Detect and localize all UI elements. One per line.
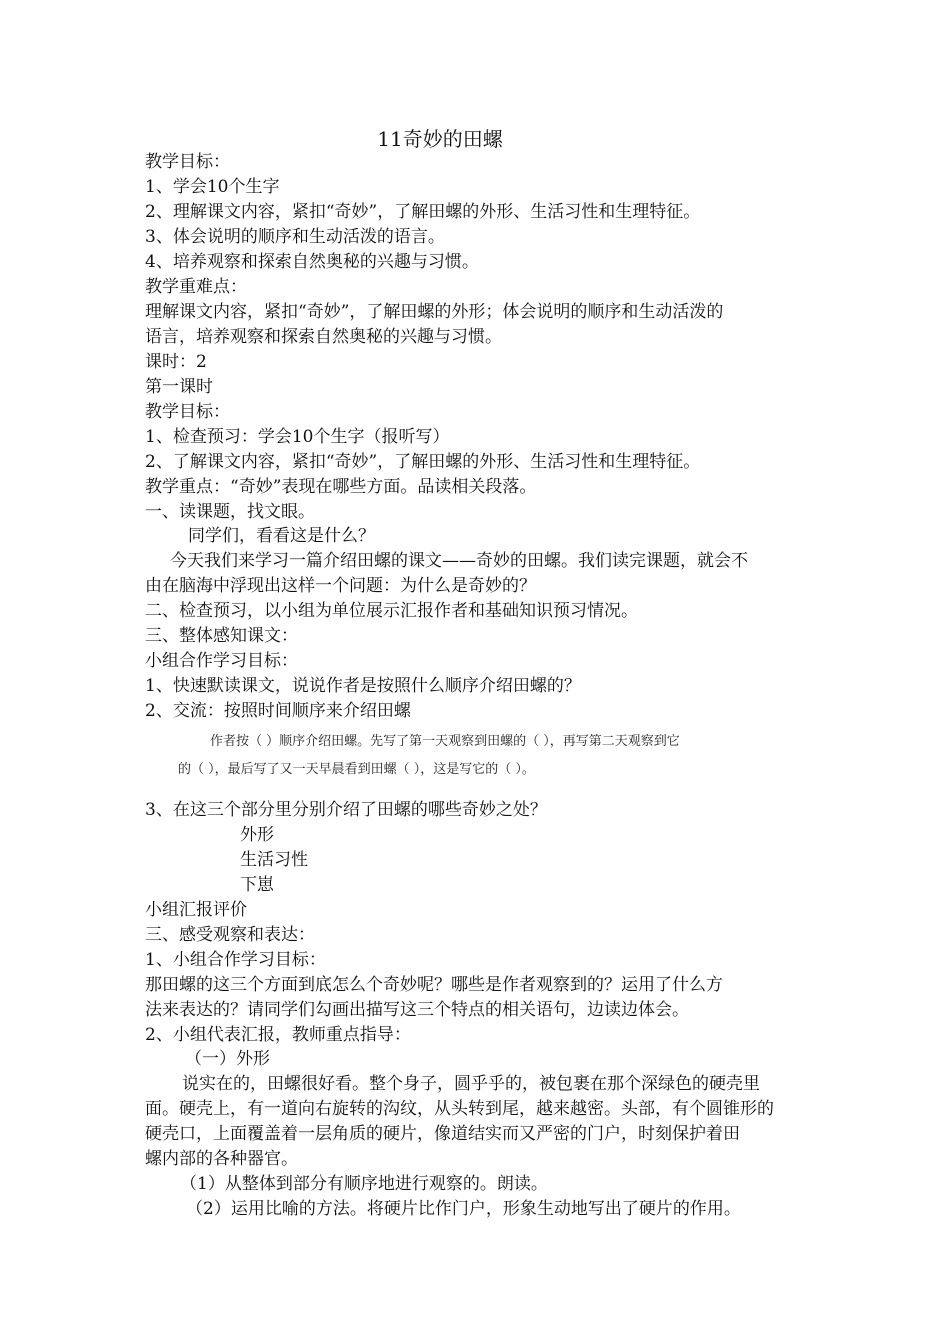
text-line: 说实在的，田螺很好看。整个身子，圆乎乎的，被包裹在那个深绿色的硬壳里 bbox=[182, 1074, 760, 1094]
text-line: 1、小组合作学习目标： bbox=[145, 950, 326, 970]
text-line: 那田螺的这三个方面到底怎么个奇妙呢？哪些是作者观察到的？运用了什么方 bbox=[145, 975, 723, 995]
text-line: 4、培养观察和探索自然奥秘的兴趣与习惯。 bbox=[145, 252, 479, 272]
text-line: 2、小组代表汇报，教师重点指导： bbox=[145, 1025, 411, 1045]
text-line: 3、体会说明的顺序和生动活泼的语言。 bbox=[145, 227, 445, 247]
text-line: 1、学会10个生字 bbox=[145, 177, 280, 197]
text-line: 语言，培养观察和探索自然奥秘的兴趣与习惯。 bbox=[145, 327, 502, 347]
text-line: 外形 bbox=[240, 825, 274, 845]
text-line: 一、读课题，找文眼。 bbox=[145, 502, 315, 522]
text-line: 1、快速默读课文，说说作者是按照什么顺序介绍田螺的？ bbox=[145, 676, 581, 696]
document-title: 11奇妙的田螺 bbox=[377, 127, 503, 151]
text-line: 2、交流：按照时间顺序来介绍田螺 bbox=[145, 701, 411, 721]
text-line: 三、整体感知课文： bbox=[145, 626, 298, 646]
fill-blank-line: 的（ ），最后写了又一天早晨看到田螺（ ），这是写它的（ ）。 bbox=[178, 762, 535, 777]
text-line: 理解课文内容，紧扣“奇妙”，了解田螺的外形；体会说明的顺序和生动活泼的 bbox=[145, 302, 724, 322]
text-line: 今天我们来学习一篇介绍田螺的课文——奇妙的田螺。我们读完课题，就会不 bbox=[170, 551, 748, 571]
text-line: 面。硬壳上，有一道向右旋转的沟纹，从头转到尾，越来越密。头部，有个圆锥形的 bbox=[145, 1099, 774, 1119]
text-line: 教学目标： bbox=[145, 402, 230, 422]
text-line: 硬壳口，上面覆盖着一层角质的硬片，像道结实而又严密的门户，时刻保护着田 bbox=[145, 1124, 740, 1144]
text-line: （1）从整体到部分有顺序地进行观察的。朗读。 bbox=[180, 1174, 548, 1194]
text-line: （一）外形 bbox=[185, 1049, 270, 1069]
text-line: 同学们，看看这是什么？ bbox=[188, 526, 375, 546]
text-line: 2、理解课文内容，紧扣“奇妙”，了解田螺的外形、生活习性和生理特征。 bbox=[145, 202, 701, 222]
text-line: 二、检查预习，以小组为单位展示汇报作者和基础知识预习情况。 bbox=[145, 601, 638, 621]
text-line: 1、检查预习：学会10个生字（报听写） bbox=[145, 427, 450, 447]
text-line: 三、感受观察和表达： bbox=[145, 925, 315, 945]
text-line: 教学重难点： bbox=[145, 277, 247, 297]
text-line: 小组汇报评价 bbox=[145, 900, 247, 920]
text-line: 生活习性 bbox=[240, 850, 308, 870]
text-line: （2）运用比喻的方法。将硬片比作门户，形象生动地写出了硬片的作用。 bbox=[186, 1199, 741, 1219]
text-line: 小组合作学习目标： bbox=[145, 651, 298, 671]
text-line: 第一课时 bbox=[145, 377, 213, 397]
text-line: 教学重点：“奇妙”表现在哪些方面。品读相关段落。 bbox=[145, 477, 537, 497]
fill-blank-line: 作者按（ ）顺序介绍田螺。先写了第一天观察到田螺的（ ），再写第二天观察到它 bbox=[210, 734, 680, 749]
text-line: 下崽 bbox=[240, 875, 274, 895]
text-line: 课时：2 bbox=[145, 352, 207, 372]
text-line: 教学目标： bbox=[145, 152, 230, 172]
text-line: 3、在这三个部分里分别介绍了田螺的哪些奇妙之处？ bbox=[145, 800, 547, 820]
text-line: 2、了解课文内容，紧扣“奇妙”，了解田螺的外形、生活习性和生理特征。 bbox=[145, 452, 701, 472]
text-line: 由在脑海中浮现出这样一个问题：为什么是奇妙的？ bbox=[145, 576, 536, 596]
text-line: 螺内部的各种器官。 bbox=[145, 1149, 298, 1169]
text-line: 法来表达的？请同学们勾画出描写这三个特点的相关语句，边读边体会。 bbox=[145, 1000, 689, 1020]
